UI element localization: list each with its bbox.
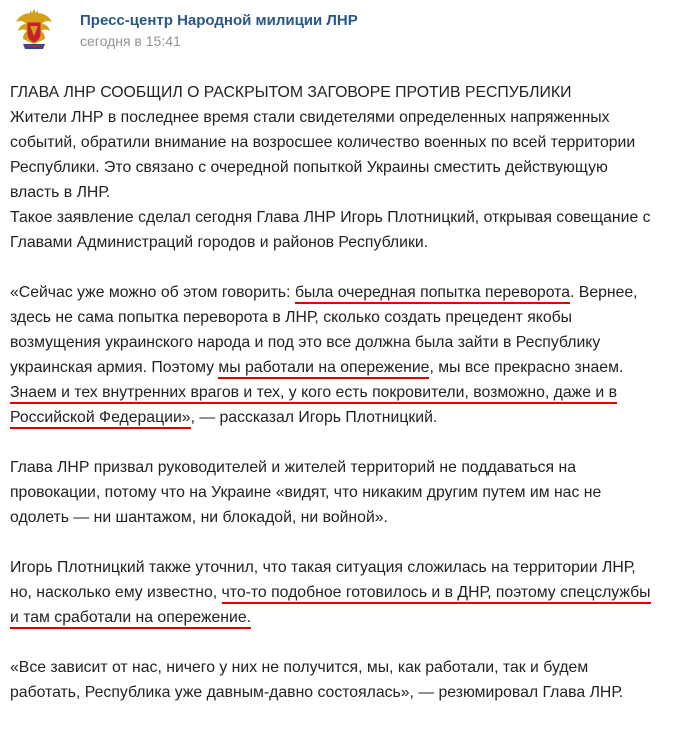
author-name-link[interactable]: Пресс-центр Народной милиции ЛНР <box>80 11 358 29</box>
post-text-intro <box>10 80 660 205</box>
highlight-worked-ahead: мы работали на опережение <box>218 359 429 379</box>
paragraph-2 <box>10 205 660 255</box>
paragraph-2-text: Такое заявление сделал сегодня Глава ЛНР Игорь Плотницкий, открывая совещание с Главами Администраций городов и районов Республики. <box>10 209 651 251</box>
highlight-internal-enemies: Знаем и тех внутренних врагов и тех, у кого есть покровители, возможно, даже и в Российской Федерации» <box>10 384 617 429</box>
highlight-coup-attempt: была очередная попытка переворота <box>295 284 570 304</box>
quote-text-2: . Вернее, здесь не сама попытка переворота в ЛНР, сколько создать прецедент якобы возмущения украинского народа и под это все должна была зайти в Республику украинская армия. Поэтому <box>10 284 638 376</box>
quote-text-1: «Сейчас уже можно об этом говорить: <box>10 284 295 301</box>
paragraph-6 <box>10 655 660 705</box>
post-date-link[interactable]: сегодня в 15:41 <box>80 32 181 49</box>
paragraph-5 <box>10 555 660 630</box>
highlight-dnr-services: что-то подобное готовилось и в ДНР, поэтому спецслужбы и там сработали на опережение. <box>10 584 651 629</box>
avatar[interactable] <box>10 6 58 54</box>
quote-text-4: , — рассказал Игорь Плотницкий. <box>190 409 438 426</box>
post-headline: ГЛАВА ЛНР СООБЩИЛ О РАСКРЫТОМ ЗАГОВОРЕ ПРОТИВ РЕСПУБЛИКИ <box>10 84 572 101</box>
paragraph-4-text: Глава ЛНР призвал руководителей и жителей территорий не поддаваться на провокации, потому что на Украине «видят, что никаким другим путем им нас не одолеть — ни шантажом, ни блокадой, ни войной». <box>10 459 602 526</box>
paragraph-6-text: «Все зависит от нас, ничего у них не получится, мы, как работали, так и будем работать, Республика уже давным-давно состоялась», — резюмировал Глава ЛНР. <box>10 659 624 701</box>
paragraph-4 <box>10 455 660 530</box>
post-body <box>10 80 660 730</box>
paragraph-5-text-1: Игорь Плотницкий также уточнил, что такая ситуация сложилась на территории ЛНР, но, насколько ему известно, <box>10 559 636 601</box>
paragraph-3 <box>10 280 660 430</box>
paragraph-1: Жители ЛНР в последнее время стали свидетелями определенных напряженных событий, обратили внимание на возросшее количество военных по всей территории Республики. Это связано с очередной попыткой Украины сместить действующую власть в ЛНР. <box>10 109 636 201</box>
lpr-emblem-icon <box>14 8 54 52</box>
post-header <box>10 6 358 54</box>
author-block <box>80 11 358 50</box>
quote-text-3: , мы все прекрасно знаем. <box>429 359 624 376</box>
